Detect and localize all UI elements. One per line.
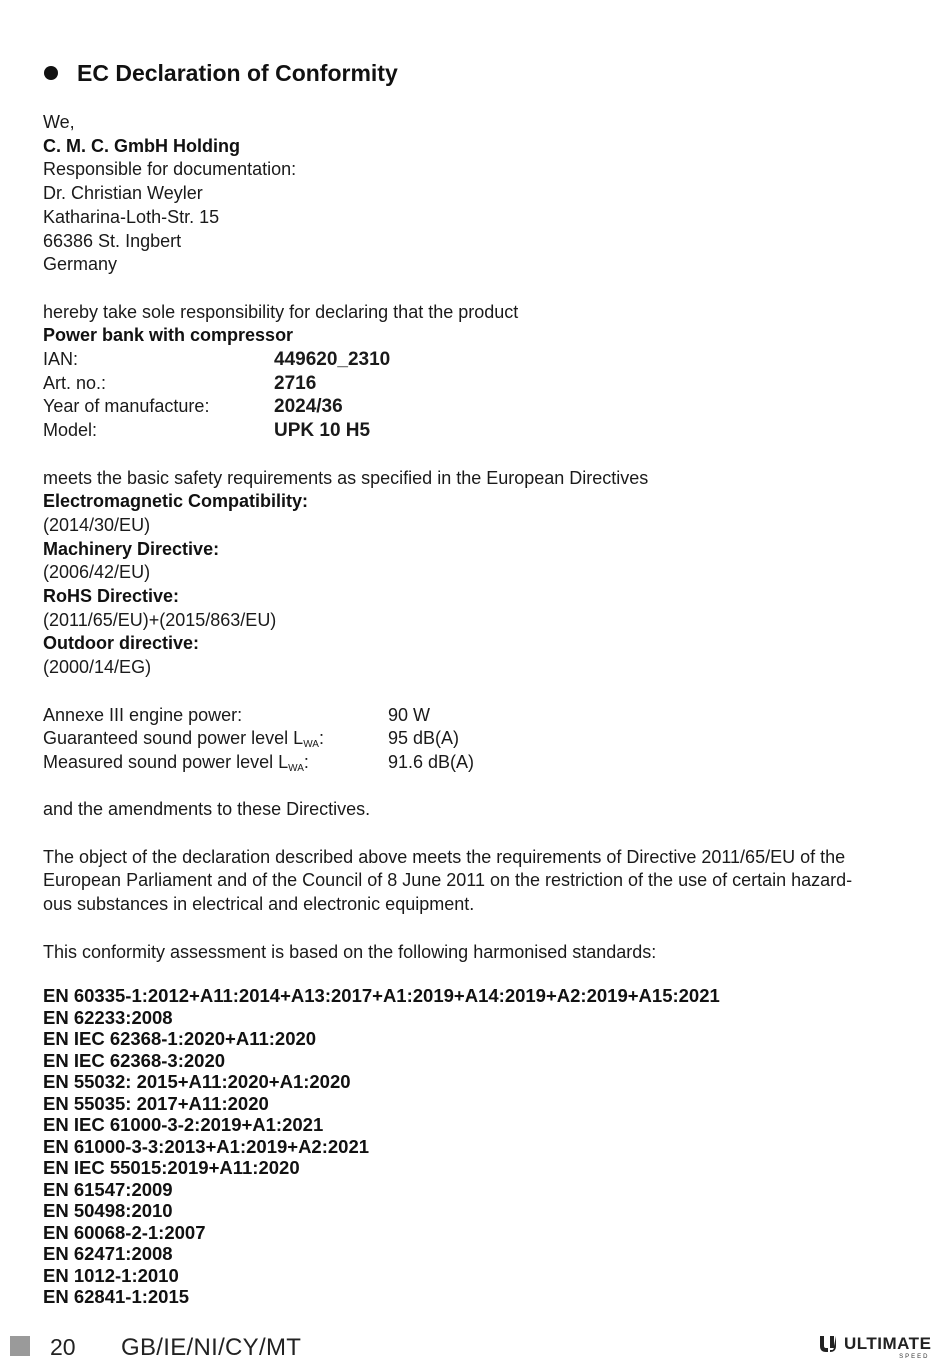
standard-item: EN 61547:2009 (43, 1178, 173, 1200)
logo-wordmark: ULTIMATE (844, 1334, 932, 1353)
measured-sound-label: Measured sound power level $L_{WA}$: (43, 751, 309, 774)
product-row (43, 395, 913, 419)
product-row (43, 348, 913, 372)
product-label: IAN: (43, 349, 79, 370)
standard-item: EN 62841-1:2015 (43, 1286, 190, 1307)
measured-sound-row (43, 751, 913, 775)
engine-power-row (43, 704, 913, 728)
directive-code: (2006/42/EU) (43, 562, 151, 583)
footer-marker (10, 1336, 30, 1356)
lwa-subscript: WA (288, 762, 304, 774)
standard-item: EN 60335-1:2012+A11:2014+A13:2017+A1:2019+A14:2019+A2:2019+A15:2021 (43, 985, 720, 1006)
product-label: Art. no.: (43, 372, 107, 393)
address-city: 66386 St. Ingbert (43, 230, 182, 251)
engine-power-value: 90 W (388, 704, 431, 725)
standard-item: EN 50498:2010 (43, 1200, 173, 1221)
standard-item: EN 62233:2008 (43, 1006, 173, 1028)
lwa-subscript: WA (303, 739, 319, 751)
object-text-line: The object of the declaration described above meets the requirements of Directive 2011/65/EU of the (43, 846, 846, 867)
language-codes: GB/IE/NI/CY/MT (121, 1334, 302, 1361)
directive-code: (2014/30/EU) (43, 514, 151, 535)
object-text-line: ous substances in electrical and electronic equipment. (43, 894, 475, 915)
standard-item: EN IEC 61000-3-2:2019+A1:2021 (43, 1114, 324, 1135)
bullet-icon (44, 66, 58, 80)
responsible-label: Responsible for documentation: (43, 159, 297, 180)
brand-logo (818, 1334, 932, 1360)
product-value: 449620_2310 (274, 349, 391, 371)
directives-lead: meets the basic safety requirements as specified in the European Directives (43, 467, 649, 488)
standards-list (43, 985, 720, 1308)
amendments-text: and the amendments to these Directives. (43, 799, 371, 820)
standard-item: EN IEC 62368-3:2020 (43, 1049, 226, 1071)
standard-item: EN 1012-1:2010 (43, 1264, 179, 1286)
page-number: 20 (50, 1334, 76, 1360)
product-label: Year of manufacture: (43, 396, 210, 417)
standard-item: EN 60068-2-1:2007 (43, 1221, 206, 1243)
company-name: C. M. C. GmbH Holding (43, 135, 240, 156)
ultimate-speed-logo-icon (818, 1334, 840, 1354)
standard-item: EN IEC 55015:2019+A11:2020 (43, 1157, 300, 1178)
directive-name: Electromagnetic Compatibility: (43, 491, 309, 512)
guaranteed-sound-label: Guaranteed sound power level $L_{WA}$: (43, 728, 324, 751)
product-value: UPK 10 H5 (274, 420, 371, 442)
declaration-body (43, 111, 913, 964)
object-text-line: European Parliament and of the Council of 8 June 2011 on the restriction of the use of certain hazard- (43, 870, 853, 891)
guaranteed-sound-value: 95 dB(A) (388, 728, 460, 749)
intro-we: We, (43, 112, 75, 132)
directive-name: Outdoor directive: (43, 633, 200, 654)
page-title: EC Declaration of Conformity (77, 59, 398, 86)
guaranteed-sound-row (43, 727, 913, 751)
address-street: Katharina-Loth-Str. 15 (43, 206, 220, 227)
directive-code: (2000/14/EG) (43, 657, 152, 678)
standard-item: EN 62471:2008 (43, 1243, 173, 1264)
logo-subtext: SPEED (899, 1354, 930, 1360)
standard-item: EN IEC 62368-1:2020+A11:2020 (43, 1028, 317, 1049)
product-lead: hereby take sole responsibility for declaring that the product (43, 301, 519, 322)
standard-item: EN 61000-3-3:2013+A1:2019+A2:2021 (43, 1135, 370, 1157)
address-country: Germany (43, 254, 118, 275)
standard-item: EN 55035: 2017+A11:2020 (43, 1092, 269, 1114)
product-value: 2716 (274, 372, 317, 394)
product-name: Power bank with compressor (43, 325, 294, 346)
directive-name: Machinery Directive: (43, 538, 220, 559)
product-label: Model: (43, 420, 98, 441)
product-row (43, 372, 913, 396)
section-heading (44, 58, 398, 88)
standard-item: EN 55032: 2015+A11:2020+A1:2020 (43, 1071, 351, 1092)
directive-code: (2011/65/EU)+(2015/863/EU) (43, 609, 277, 630)
standards-lead: This conformity assessment is based on the following harmonised standards: (43, 941, 657, 962)
product-row (43, 419, 913, 443)
directive-name: RoHS Directive: (43, 586, 180, 607)
measured-sound-value: 91.6 dB(A) (388, 751, 475, 772)
responsible-person: Dr. Christian Weyler (43, 183, 203, 204)
engine-power-label: Annexe III engine power: (43, 704, 243, 725)
product-value: 2024/36 (274, 396, 343, 418)
